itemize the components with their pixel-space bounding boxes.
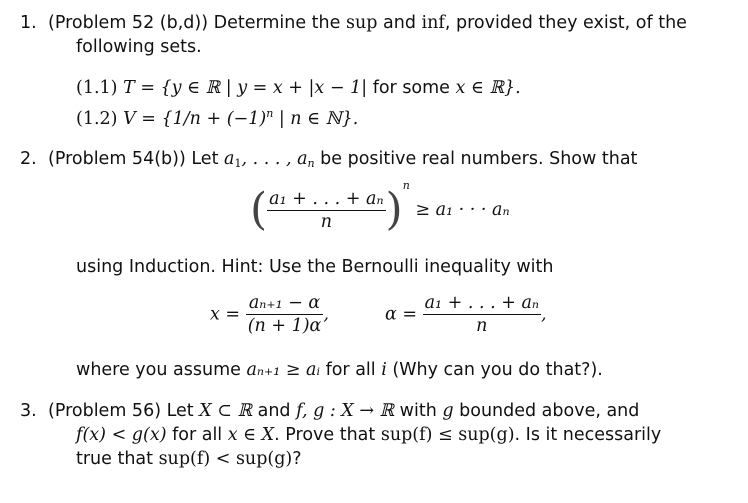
induction-hint: using Induction. Hint: Use the Bernoulli inequality with (76, 257, 554, 277)
alpha-fraction: $\frac{\text{a₁ + . . . + aₙ}}{n}$ (424, 293, 539, 336)
inequality-rhs: ≥ a₁ · · · aₙ (415, 200, 510, 220)
inequality-fraction: $\frac{\text{a₁ + . . . + aₙ}}{n}$ (269, 188, 384, 232)
problem-1-title: (Problem 52 (b,d)) Determine the sup and inf, provided they exist, of the (48, 13, 687, 33)
inequality-display: ( $\frac{\text{a₁ + . . . + aₙ}}{n}$ )$^n$ ≥ a₁ · · · aₙ (250, 179, 510, 235)
problem-1-title-cont: following sets. (76, 37, 202, 57)
item-2-label: (1.2) (76, 109, 118, 129)
problem-1-number: 1. (20, 13, 37, 33)
problem-3-line-2: f(x) < g(x) for all x ∈ X. Prove that sup(f) ≤ sup(g). Is it necessarily (76, 425, 662, 445)
problem-2-number: 2. (20, 149, 37, 169)
bernoulli-alpha-def: α = $\frac{\text{a₁ + . . . + aₙ}}{n}$ , (385, 293, 547, 336)
problem-1-item-2: (1.2) $V = \{1/n + (-1)^n$ | n ∈ ℕ}. (76, 107, 359, 129)
x-fraction: $\frac{\text{aₙ₊₁ − α}}{(n + 1)\alpha}$ (247, 293, 322, 336)
problem-3-line-3: true that sup(f) < sup(g)? (76, 449, 302, 469)
bernoulli-x-def: x = $\frac{\text{aₙ₊₁ − α}}{(n + 1)\alpha}$ , (210, 293, 329, 336)
item-1-label: (1.1) (76, 78, 118, 98)
item-2-math: V = {1/n + (−1) (123, 109, 267, 129)
problem-3-number: 3. (20, 401, 37, 421)
problem-1-item-1: (1.1) T = {y ∈ ℝ | y = x + |x − 1| for some x ∈ ℝ}. (76, 78, 521, 98)
problem-2-statement: (Problem 54(b)) Let $a_1$, . . . , $a_n$ be positive real numbers. Show that (48, 149, 638, 170)
problem-3-line-1: (Problem 56) Let X ⊂ ℝ and f, g : X → ℝ with g bounded above, and (48, 401, 640, 421)
assumption-line: where you assume aₙ₊₁ ≥ aᵢ for all i (Why can you do that?). (76, 360, 603, 380)
item-1-math: T = {y ∈ ℝ | y = x + |x − 1| (123, 78, 368, 98)
